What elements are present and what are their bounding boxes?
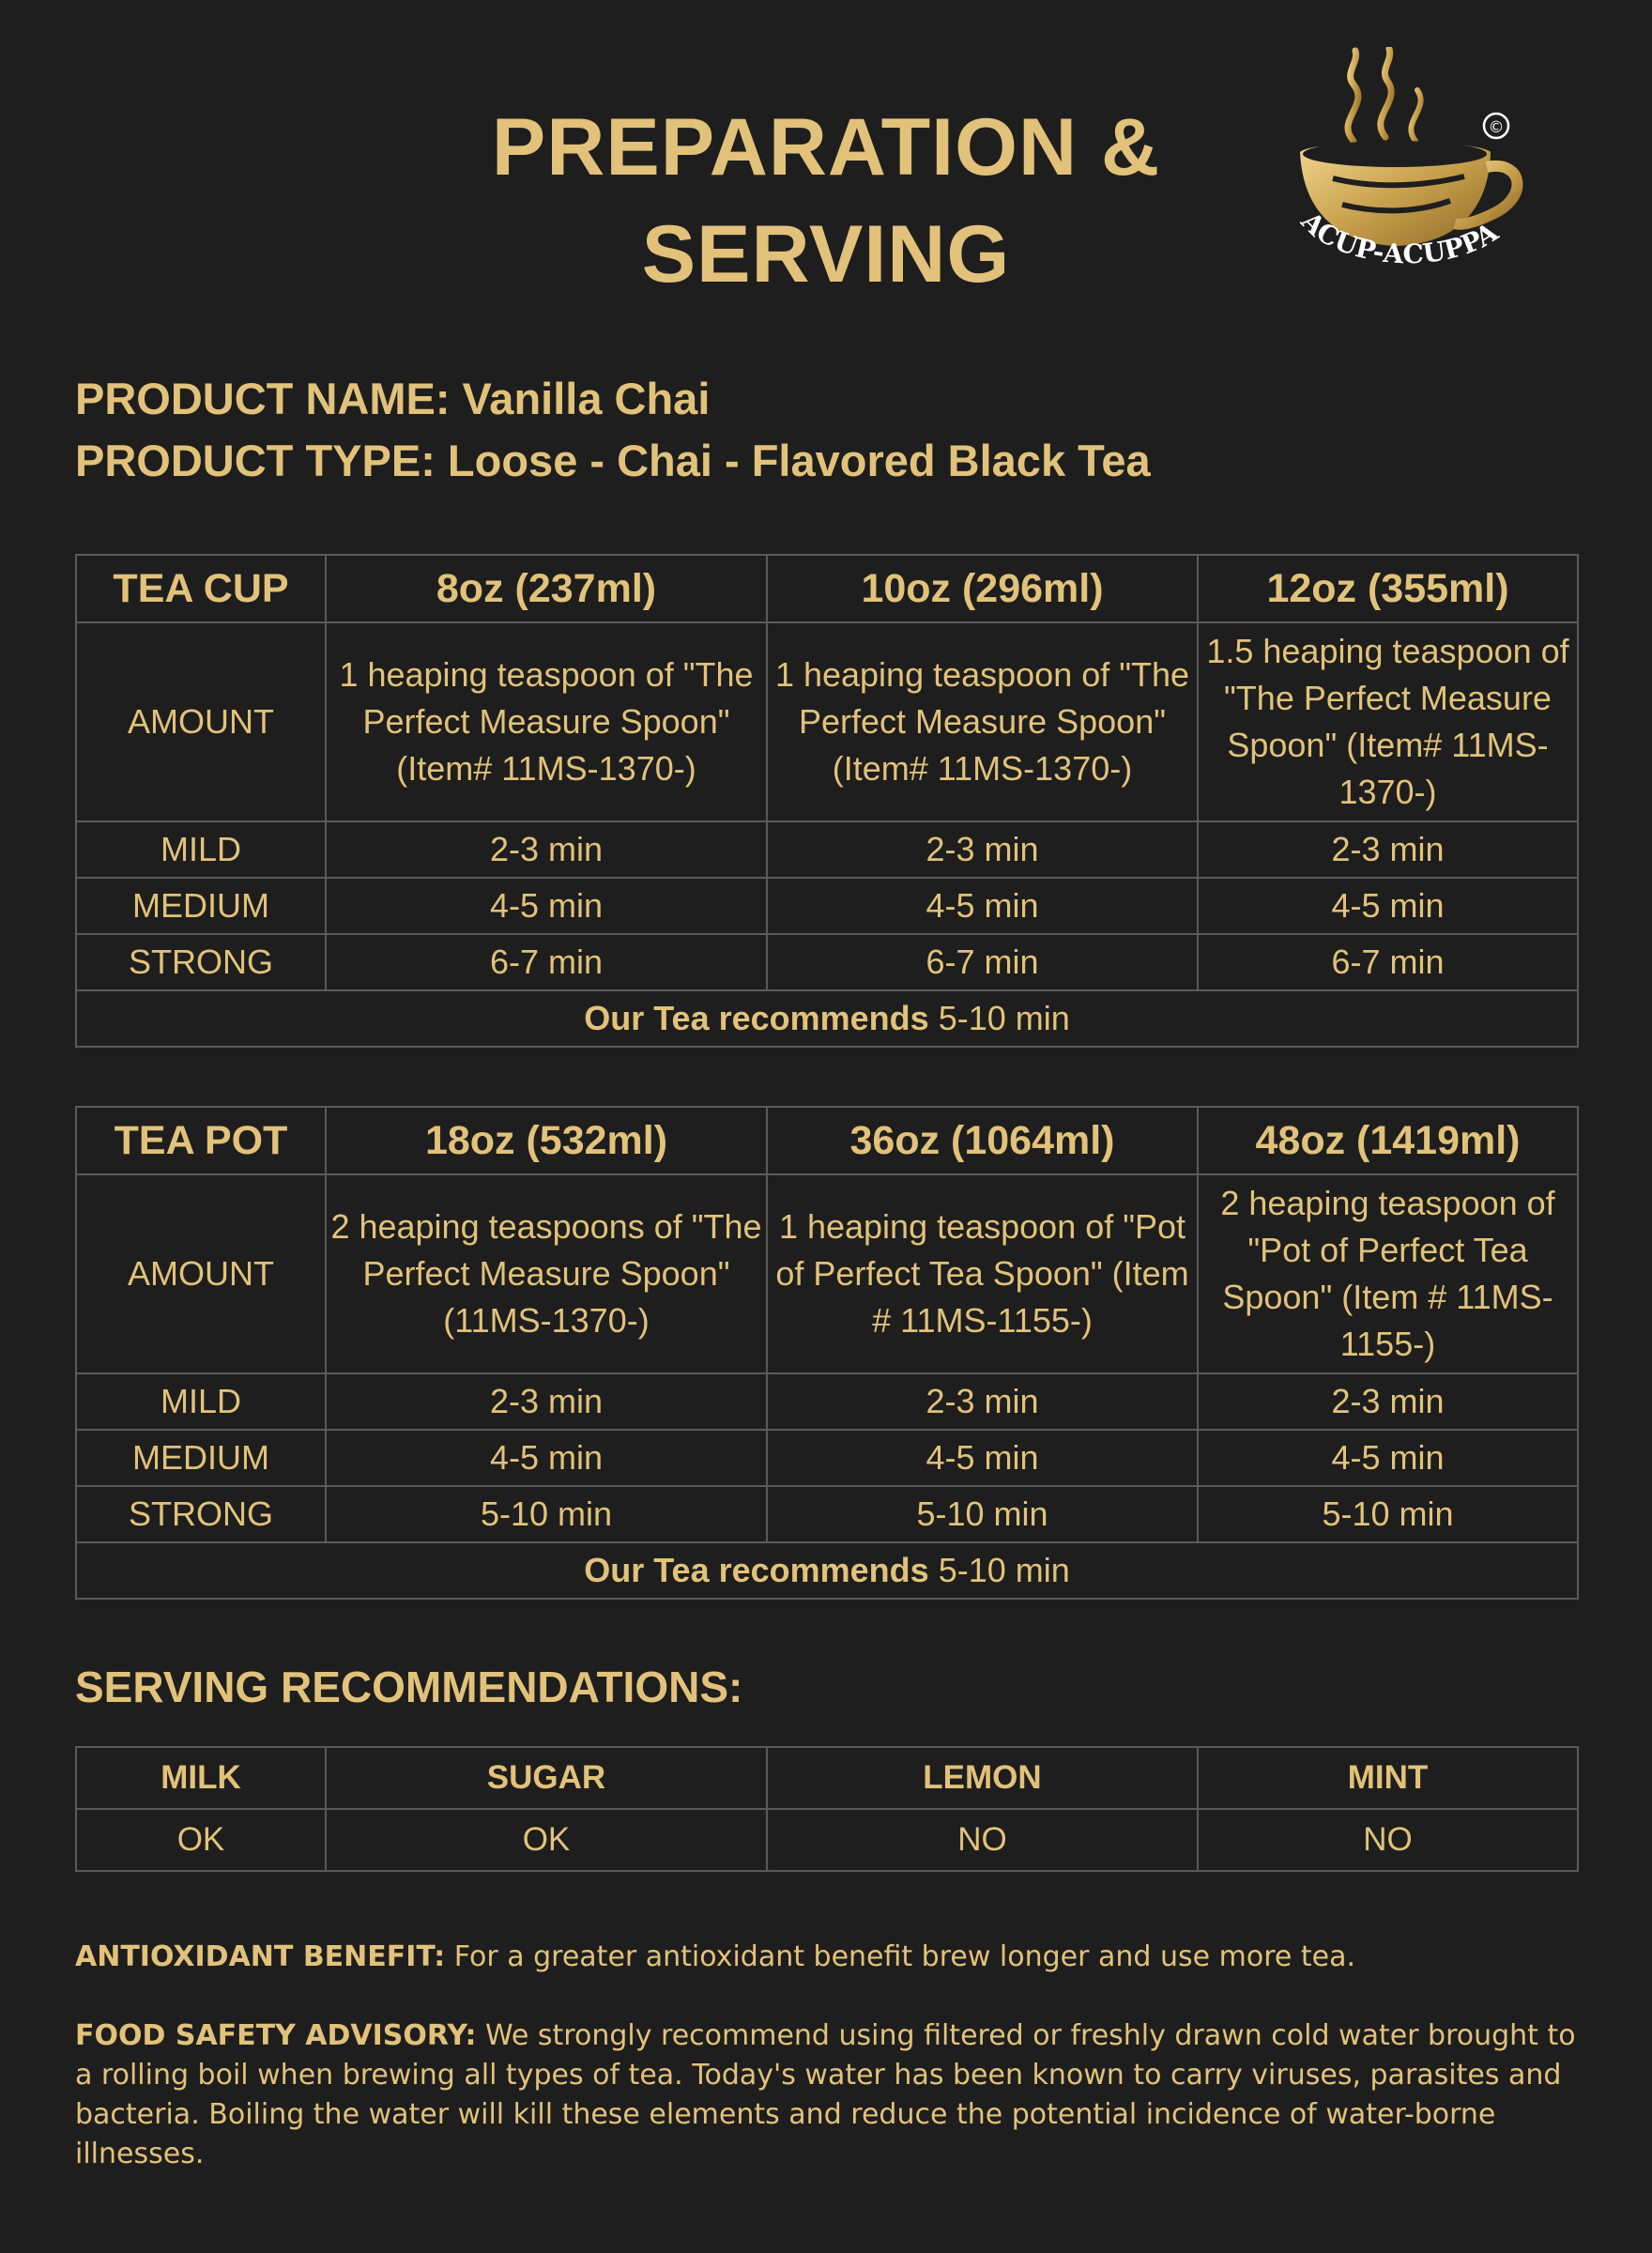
tea-cup-amount-2: 1 heaping teaspoon of "The Perfect Measure Spoon" (Item# 11MS-1370-) (767, 622, 1198, 821)
tea-cup-size-1: 8oz (237ml) (326, 555, 767, 622)
tea-pot-strong-2: 5-10 min (767, 1486, 1198, 1542)
tea-pot-size-2: 36oz (1064ml) (767, 1107, 1198, 1174)
serving-header-lemon: LEMON (767, 1747, 1198, 1809)
tea-cup-size-2: 10oz (296ml) (767, 555, 1198, 622)
tea-cup-strong-3: 6-7 min (1198, 934, 1578, 990)
serving-header-mint: MINT (1198, 1747, 1578, 1809)
product-type (75, 435, 1151, 486)
serving-header-milk: MILK (76, 1747, 326, 1809)
food-safety-text: We strongly recommend using filtered or freshly drawn cold water brought to a rolling boil when brewing all types of tea. Today's water has been known to carry viruses, parasites and bacteria. Boiling the water will kill these elements and reduce the potential incidence of water-borne illnesses. (75, 2019, 1576, 2170)
copyright-mark: © (1488, 118, 1505, 137)
tea-cup-mild-3: 2-3 min (1198, 821, 1578, 878)
serving-value-lemon: NO (767, 1809, 1198, 1871)
tea-cup-strong-2: 6-7 min (767, 934, 1198, 990)
tea-pot-size-3: 48oz (1419ml) (1198, 1107, 1578, 1174)
antioxidant-note (75, 1938, 1596, 1977)
tea-cup-medium-label: MEDIUM (76, 878, 326, 934)
serving-value-milk: OK (76, 1809, 326, 1871)
tea-pot-strong-3: 5-10 min (1198, 1486, 1578, 1542)
tea-pot-recommendation (76, 1542, 1578, 1599)
tea-pot-medium-3: 4-5 min (1198, 1430, 1578, 1486)
tea-pot-recommend-value: 5-10 min (938, 1551, 1070, 1589)
tea-pot-strong-1: 5-10 min (326, 1486, 767, 1542)
tea-cup-medium-3: 4-5 min (1198, 878, 1578, 934)
food-safety-label: FOOD SAFETY ADVISORY: (75, 2019, 477, 2052)
product-name-value: Vanilla Chai (462, 374, 711, 423)
tea-pot-recommend-label: Our Tea recommends (584, 1551, 929, 1589)
tea-cup-recommend-label: Our Tea recommends (584, 999, 929, 1037)
tea-cup-mild-2: 2-3 min (767, 821, 1198, 878)
title-line-2: SERVING (641, 209, 1011, 299)
tea-cup-medium-1: 4-5 min (326, 878, 767, 934)
tea-cup-amount-1: 1 heaping teaspoon of "The Perfect Measure Spoon" (Item# 11MS-1370-) (326, 622, 767, 821)
tea-pot-amount-2: 1 heaping teaspoon of "Pot of Perfect Tea Spoon" (Item # 11MS-1155-) (767, 1174, 1198, 1373)
title-line-1: PREPARATION & (491, 102, 1161, 192)
serving-value-mint: NO (1198, 1809, 1578, 1871)
tea-cup-mild-label: MILD (76, 821, 326, 878)
serving-heading: SERVING RECOMMENDATIONS: (75, 1663, 743, 1711)
tea-pot-strong-label: STRONG (76, 1486, 326, 1542)
serving-value-sugar: OK (326, 1809, 767, 1871)
tea-cup-size-3: 12oz (355ml) (1198, 555, 1578, 622)
serving-table (75, 1746, 1579, 1872)
serving-header-sugar: SUGAR (326, 1747, 767, 1809)
food-safety-note (75, 2016, 1596, 2174)
tea-pot-mild-label: MILD (76, 1373, 326, 1430)
tea-cup-strong-label: STRONG (76, 934, 326, 990)
tea-cup-table (75, 554, 1579, 1048)
logo-text: ACUP-ACUPPA (1294, 205, 1504, 270)
tea-cup-amount-3: 1.5 heaping teaspoon of "The Perfect Measure Spoon" (Item# 11MS-1370-) (1198, 622, 1578, 821)
tea-cup-recommendation (76, 990, 1578, 1047)
tea-pot-amount-3: 2 heaping teaspoon of "Pot of Perfect Tea Spoon" (Item # 11MS-1155-) (1198, 1174, 1578, 1373)
tea-pot-mild-2: 2-3 min (767, 1373, 1198, 1430)
product-name (75, 373, 710, 424)
page-title (441, 94, 1211, 308)
product-type-label: PRODUCT TYPE: (75, 436, 436, 485)
tea-pot-table (75, 1106, 1579, 1600)
product-name-label: PRODUCT NAME: (75, 374, 451, 423)
tea-cup-medium-2: 4-5 min (767, 878, 1198, 934)
tea-cup-mild-1: 2-3 min (326, 821, 767, 878)
tea-pot-size-1: 18oz (532ml) (326, 1107, 767, 1174)
tea-pot-medium-2: 4-5 min (767, 1430, 1198, 1486)
tea-pot-mild-3: 2-3 min (1198, 1373, 1578, 1430)
antioxidant-label: ANTIOXIDANT BENEFIT: (75, 1940, 446, 1973)
tea-cup-title: TEA CUP (76, 555, 326, 622)
tea-pot-amount-label: AMOUNT (76, 1174, 326, 1373)
brand-logo (1277, 47, 1549, 300)
tea-pot-mild-1: 2-3 min (326, 1373, 767, 1430)
tea-pot-amount-1: 2 heaping teaspoons of "The Perfect Measure Spoon" (11MS-1370-) (326, 1174, 767, 1373)
product-type-value: Loose - Chai - Flavored Black Tea (447, 436, 1151, 485)
tea-cup-amount-label: AMOUNT (76, 622, 326, 821)
tea-cup-recommend-value: 5-10 min (938, 999, 1070, 1037)
tea-pot-medium-1: 4-5 min (326, 1430, 767, 1486)
tea-pot-title: TEA POT (76, 1107, 326, 1174)
tea-pot-medium-label: MEDIUM (76, 1430, 326, 1486)
antioxidant-text: For a greater antioxidant benefit brew longer and use more tea. (445, 1940, 1356, 1973)
tea-cup-strong-1: 6-7 min (326, 934, 767, 990)
